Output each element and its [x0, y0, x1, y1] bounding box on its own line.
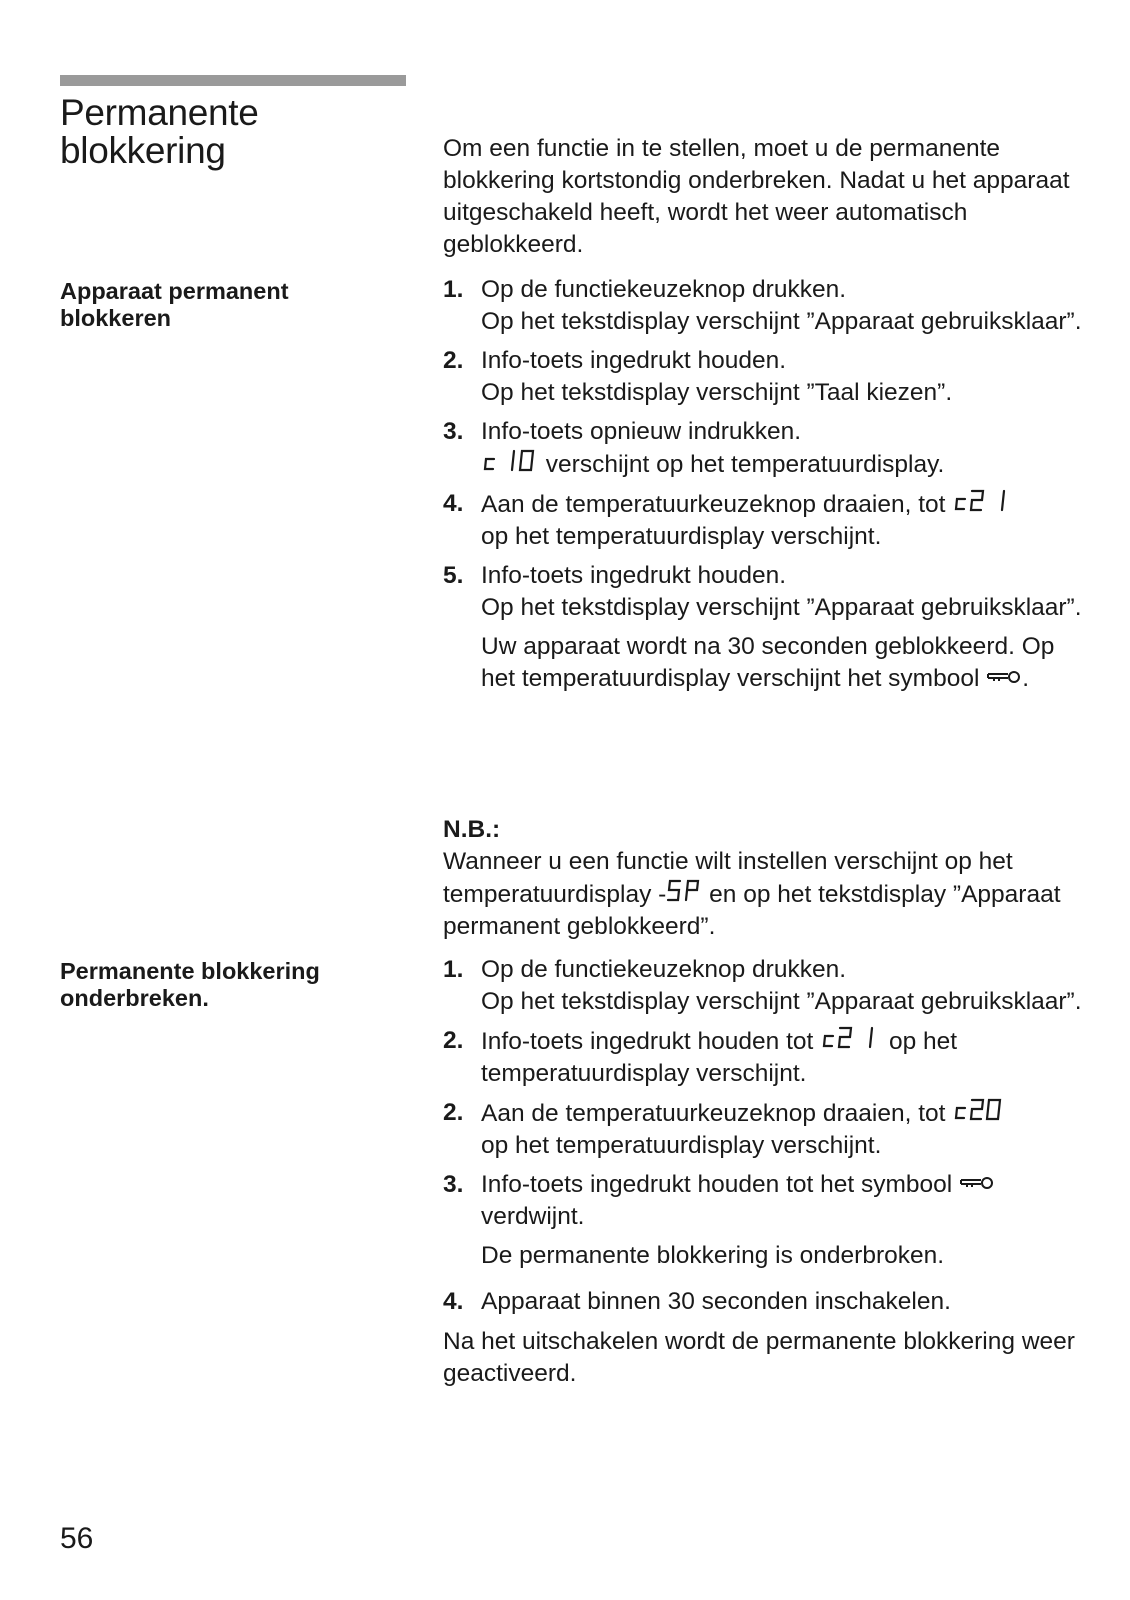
section1-step-2 — [443, 345, 1083, 409]
step-text: Op de functiekeuzeknop drukken. — [481, 956, 847, 983]
section2-step-2 — [443, 1025, 1083, 1090]
step-detail: Op het tekstdisplay verschijnt ”Apparaat gebruiksklaar”. — [481, 308, 1082, 335]
nb-block — [443, 846, 1083, 943]
step-detail: op het temperatuurdisplay verschijnt. — [481, 1028, 958, 1087]
section2-heading-line1: Permanente blokkering — [60, 958, 320, 984]
display-code-c10 — [481, 448, 539, 474]
section1-step-5 — [443, 560, 1083, 695]
section2-step-1 — [443, 954, 1083, 1018]
step-result-text: De permanente blokkering is onderbroken. — [481, 1242, 945, 1269]
section2-heading-line2: onderbreken. — [60, 985, 209, 1011]
section2-heading — [60, 958, 320, 1012]
step-detail: op het temperatuurdisplay verschijnt. — [481, 523, 882, 550]
step-number: 3. — [443, 418, 464, 445]
step-text: Op de functiekeuzeknop drukken. — [481, 276, 847, 303]
step-text: Aan de temperatuurkeuzeknop draaien, tot — [481, 491, 953, 518]
step-detail: verschijnt op het temperatuurdisplay. — [539, 451, 945, 478]
section1-heading-line1: Apparaat permanent — [60, 278, 289, 304]
section1-heading-line2: blokkeren — [60, 305, 172, 331]
title-line-2: blokkering — [60, 130, 226, 171]
step-number: 5. — [443, 562, 464, 589]
step-number: 3. — [443, 1171, 464, 1198]
step-text: Info-toets ingedrukt houden tot — [481, 1028, 821, 1055]
display-code-sp — [666, 878, 702, 904]
step-result — [481, 1240, 1083, 1272]
section1-step-4 — [443, 488, 1083, 553]
title-line-1: Permanente — [60, 92, 259, 133]
step-detail: Op het tekstdisplay verschijnt ”Apparaat gebruiksklaar”. — [481, 594, 1082, 621]
step-text: Info-toets ingedrukt houden. — [481, 347, 787, 374]
section2-step-3 — [443, 1097, 1083, 1162]
step-detail: op het temperatuurdisplay verschijnt. — [481, 1132, 882, 1159]
section1-heading — [60, 278, 289, 332]
display-code-c21 — [952, 488, 1014, 514]
key-lock-icon — [986, 663, 1022, 695]
step-text: Info-toets opnieuw indrukken. — [481, 418, 802, 445]
nb-paragraph — [443, 846, 1083, 943]
intro-paragraph: Om een functie in te stellen, moet u de permanente blokkering kortstondig onderbreken. Nadat u het apparaat uitgeschakeld heeft, wordt het weer automatisch geblokkeerd. — [443, 135, 1070, 258]
closing-paragraph: Na het uitschakelen wordt de permanente blokkering weer geactiveerd. — [443, 1328, 1075, 1387]
step-result-text: Uw apparaat wordt na 30 seconden geblokkeerd. Op het temperatuurdisplay verschijnt het symbool — [481, 633, 1055, 692]
display-code-c20 — [952, 1097, 1008, 1123]
step-result-end: . — [1022, 665, 1030, 692]
section2-step-4 — [443, 1169, 1083, 1272]
intro-block — [443, 133, 1083, 261]
step-text: Info-toets ingedrukt houden tot het symbool — [481, 1171, 960, 1198]
step-number: 2. — [443, 1027, 464, 1054]
step-result — [481, 631, 1083, 695]
section1-steps — [443, 274, 1083, 695]
section2-step-5 — [443, 1286, 1083, 1318]
section1-step-1 — [443, 274, 1083, 338]
step-number: 1. — [443, 956, 464, 983]
section1-steps-block — [443, 274, 1083, 702]
step-detail: Op het tekstdisplay verschijnt ”Taal kiezen”. — [481, 379, 953, 406]
step-number: 2. — [443, 1099, 464, 1126]
section2-steps-block — [443, 954, 1083, 1390]
page-number: 56 — [60, 1522, 94, 1555]
page-title — [60, 94, 259, 170]
nb-text-before: Wanneer u een functie wilt instellen verschijnt op het temperatuurdisplay - — [443, 848, 1013, 908]
section2-steps — [443, 954, 1083, 1318]
step-number: 1. — [443, 276, 464, 303]
display-code-c21 — [820, 1025, 882, 1051]
step-text: Info-toets ingedrukt houden. — [481, 562, 787, 589]
step-text: Apparaat binnen 30 seconden inschakelen. — [481, 1288, 951, 1315]
section1-step-3 — [443, 416, 1083, 481]
header-rule — [60, 75, 406, 86]
nb-text-after: en op het tekstdisplay ”Apparaat permanent geblokkeerd”. — [443, 881, 1061, 940]
nb-label: N.B.: — [443, 816, 501, 843]
step-detail: Op het tekstdisplay verschijnt ”Apparaat gebruiksklaar”. — [481, 988, 1082, 1015]
step-number: 2. — [443, 347, 464, 374]
step-detail: verdwijnt. — [481, 1203, 585, 1230]
key-lock-icon — [959, 1169, 995, 1201]
step-text: Aan de temperatuurkeuzeknop draaien, tot — [481, 1100, 953, 1127]
step-number: 4. — [443, 490, 464, 517]
step-number: 4. — [443, 1288, 464, 1315]
